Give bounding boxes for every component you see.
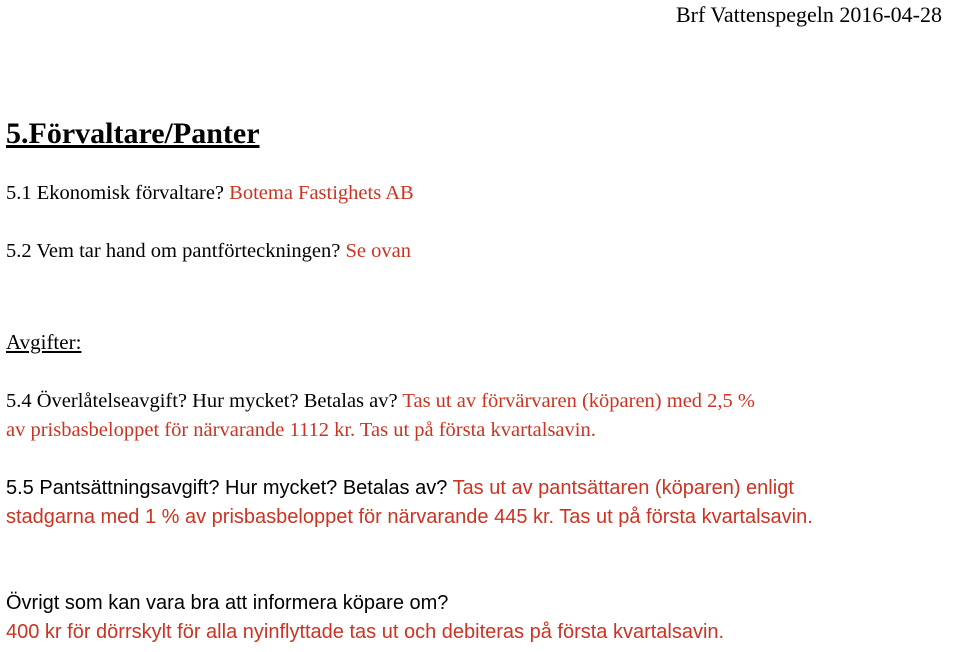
answer-5-1: Botema Fastighets AB bbox=[229, 182, 414, 204]
question-5-4-label: 5.4 Överlåtelseavgift? Hur mycket? Betalas av? bbox=[6, 390, 398, 412]
section-title: 5.Förvaltare/Panter bbox=[6, 117, 260, 150]
answer-5-4-part1: Tas ut av förvärvaren (köparen) med 2,5 % bbox=[402, 390, 756, 412]
question-5-5-label: 5.5 Pantsättningsavgift? Hur mycket? Betalas av? bbox=[6, 477, 448, 499]
question-5-1 bbox=[6, 182, 414, 205]
other-answer: 400 kr för dörrskylt för alla nyinflyttade tas ut och debiteras på första kvartalsavin. bbox=[6, 621, 725, 643]
answer-5-2: Se ovan bbox=[345, 240, 411, 262]
question-5-1-label: 5.1 Ekonomisk förvaltare? bbox=[6, 182, 225, 204]
document-header: Brf Vattenspegeln 2016-04-28 bbox=[676, 2, 942, 27]
question-5-2-label: 5.2 Vem tar hand om pantförteckningen? bbox=[6, 240, 341, 262]
fees-heading: Avgifter: bbox=[6, 330, 82, 354]
question-5-2 bbox=[6, 240, 411, 263]
answer-5-5-part2: stadgarna med 1 % av prisbasbeloppet för närvarande 445 kr. Tas ut på första kvartalsavin. bbox=[6, 506, 813, 528]
answer-5-4-part2: av prisbasbeloppet för närvarande 1112 kr. Tas ut på första kvartalsavin. bbox=[6, 419, 596, 441]
question-5-4 bbox=[6, 390, 755, 413]
question-5-5 bbox=[6, 477, 794, 500]
answer-5-5-part1: Tas ut av pantsättaren (köparen) enligt bbox=[452, 477, 794, 499]
other-question: Övrigt som kan vara bra att informera köpare om? bbox=[6, 592, 449, 614]
